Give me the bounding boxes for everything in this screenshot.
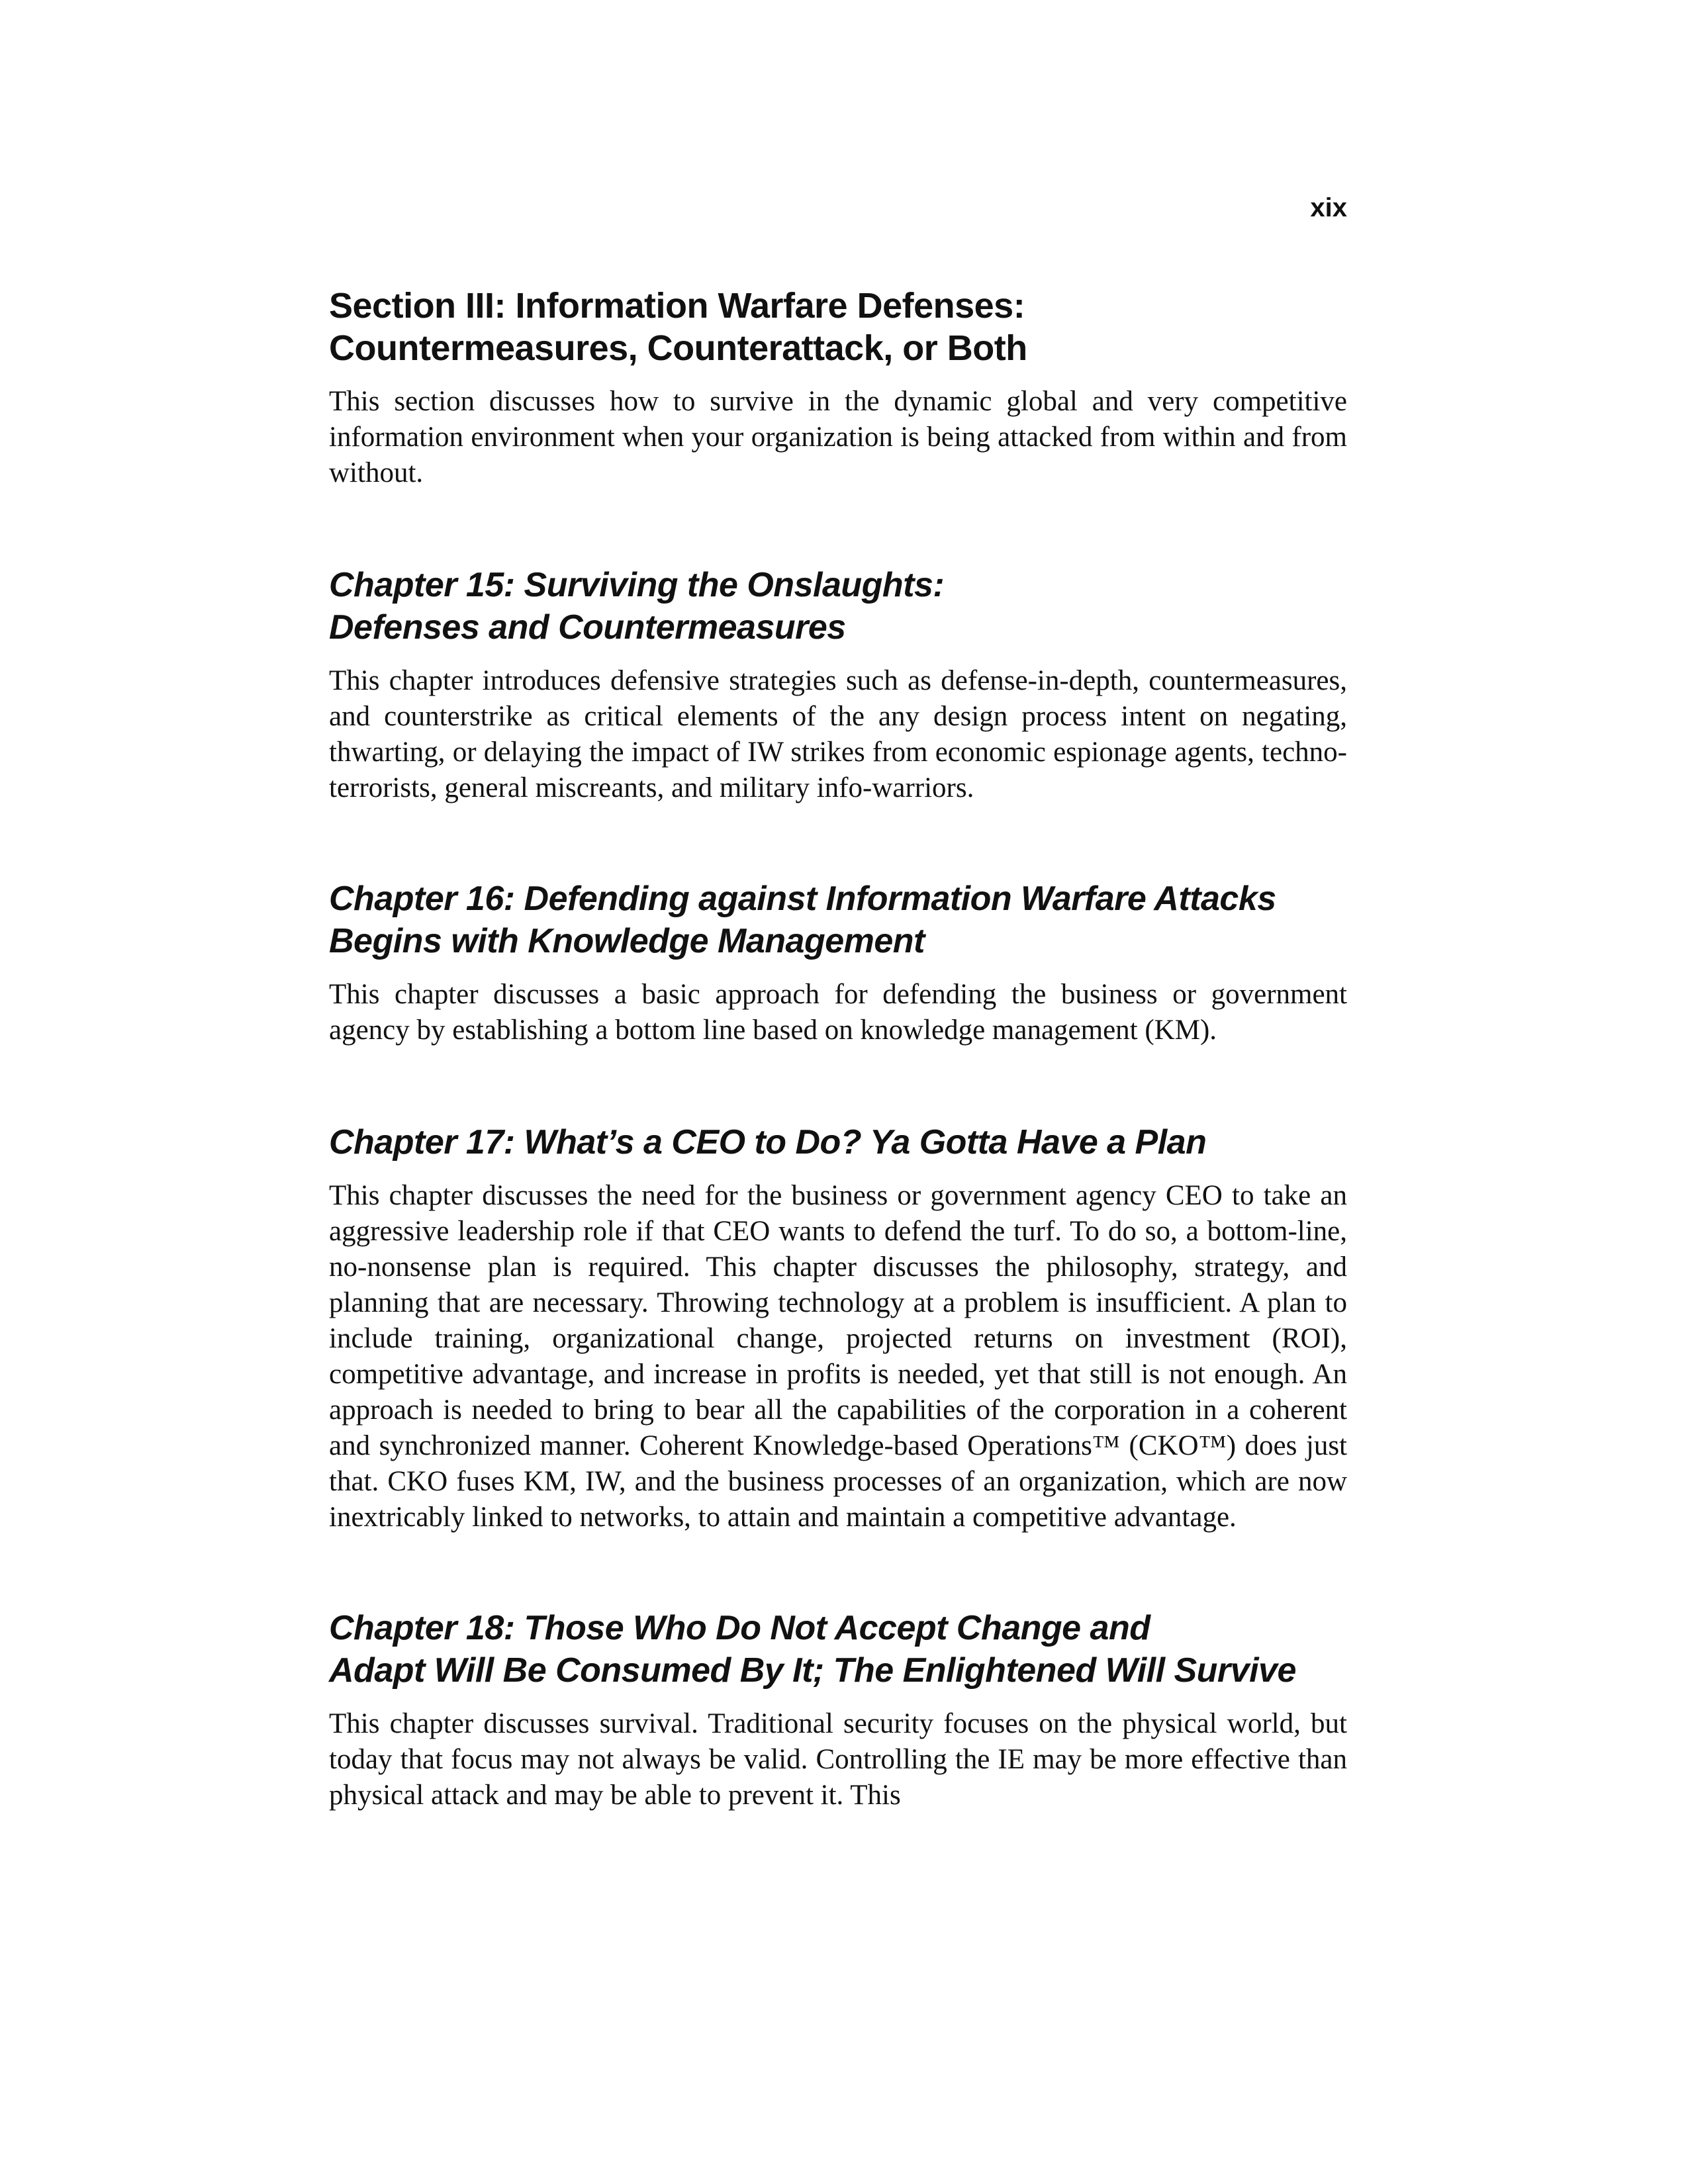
chapter-15-block: [329, 564, 1347, 806]
chapter-17-summary: This chapter discusses the need for the business or government agency CEO to take an aggressive leadership role if that CEO wants to defend the turf. To do so, a bottom-line, no-nonsense plan is required. This chapter discusses the philosophy, strategy, and planning that are necessary. Throwing technology at a problem is insufficient. A plan to include training, organizational change, projected returns on investment (ROI), competitive advantage, and increase in profits is needed, yet that still is not enough. An approach is needed to bring to bear all the capabilities of the corporation in a coherent and synchronized manner. Coherent Knowledge-based Operations™ (CKO™) does just that. CKO fuses KM, IW, and the business processes of an organization, which are now inextricably linked to networks, to attain and maintain a competitive advantage.: [329, 1180, 1347, 1533]
chapter-15-heading: [329, 564, 1347, 649]
chapter-15-summary: This chapter introduces defensive strategies such as defense-in-depth, countermeasures, and counterstrike as critical elements of the any design process intent on negating, thwarting, or delaying the impact of IW strikes from economic espionage agents, techno-terrorists, general miscreants, and military info-warriors.: [329, 665, 1347, 803]
chapter-heading-line: Chapter 18: Those Who Do Not Accept Change and: [329, 1609, 1150, 1647]
section-description: This section discusses how to survive in the dynamic global and very competitive information environment when your organization is being attacked from within and from without.: [329, 386, 1347, 488]
chapter-17-heading: [329, 1121, 1347, 1163]
page-content: [329, 285, 1347, 1813]
chapter-heading-line: Defenses and Countermeasures: [329, 608, 846, 647]
chapter-heading-line: Chapter 17: What’s a CEO to Do? Ya Gotta Have a Plan: [329, 1123, 1207, 1161]
chapter-heading-line: Chapter 15: Surviving the Onslaughts:: [329, 566, 945, 604]
section-heading: [329, 285, 1347, 369]
chapter-16-summary: This chapter discusses a basic approach for defending the business or government agency by establishing a bottom line based on knowledge management (KM).: [329, 979, 1347, 1046]
chapter-18-block: [329, 1607, 1347, 1813]
chapter-16-block: [329, 878, 1347, 1048]
section-block: [329, 285, 1347, 491]
chapter-heading-line: Chapter 16: Defending against Information Warfare Attacks: [329, 880, 1276, 918]
chapter-18-heading: [329, 1607, 1347, 1692]
section-heading-line: Section III: Information Warfare Defenses:: [329, 286, 1025, 326]
chapter-18-summary: This chapter discusses survival. Traditional security focuses on the physical world, but today that focus may not always be valid. Controlling the IE may be more effective than physical attack and may be able to prevent it. This: [329, 1708, 1347, 1811]
chapter-16-heading: [329, 878, 1347, 962]
page-number: xix: [1310, 193, 1347, 222]
chapter-heading-line: Adapt Will Be Consumed By It; The Enlightened Will Survive: [329, 1651, 1296, 1690]
chapter-heading-line: Begins with Knowledge Management: [329, 922, 925, 960]
section-heading-line: Countermeasures, Counterattack, or Both: [329, 328, 1027, 368]
chapter-17-block: [329, 1121, 1347, 1535]
